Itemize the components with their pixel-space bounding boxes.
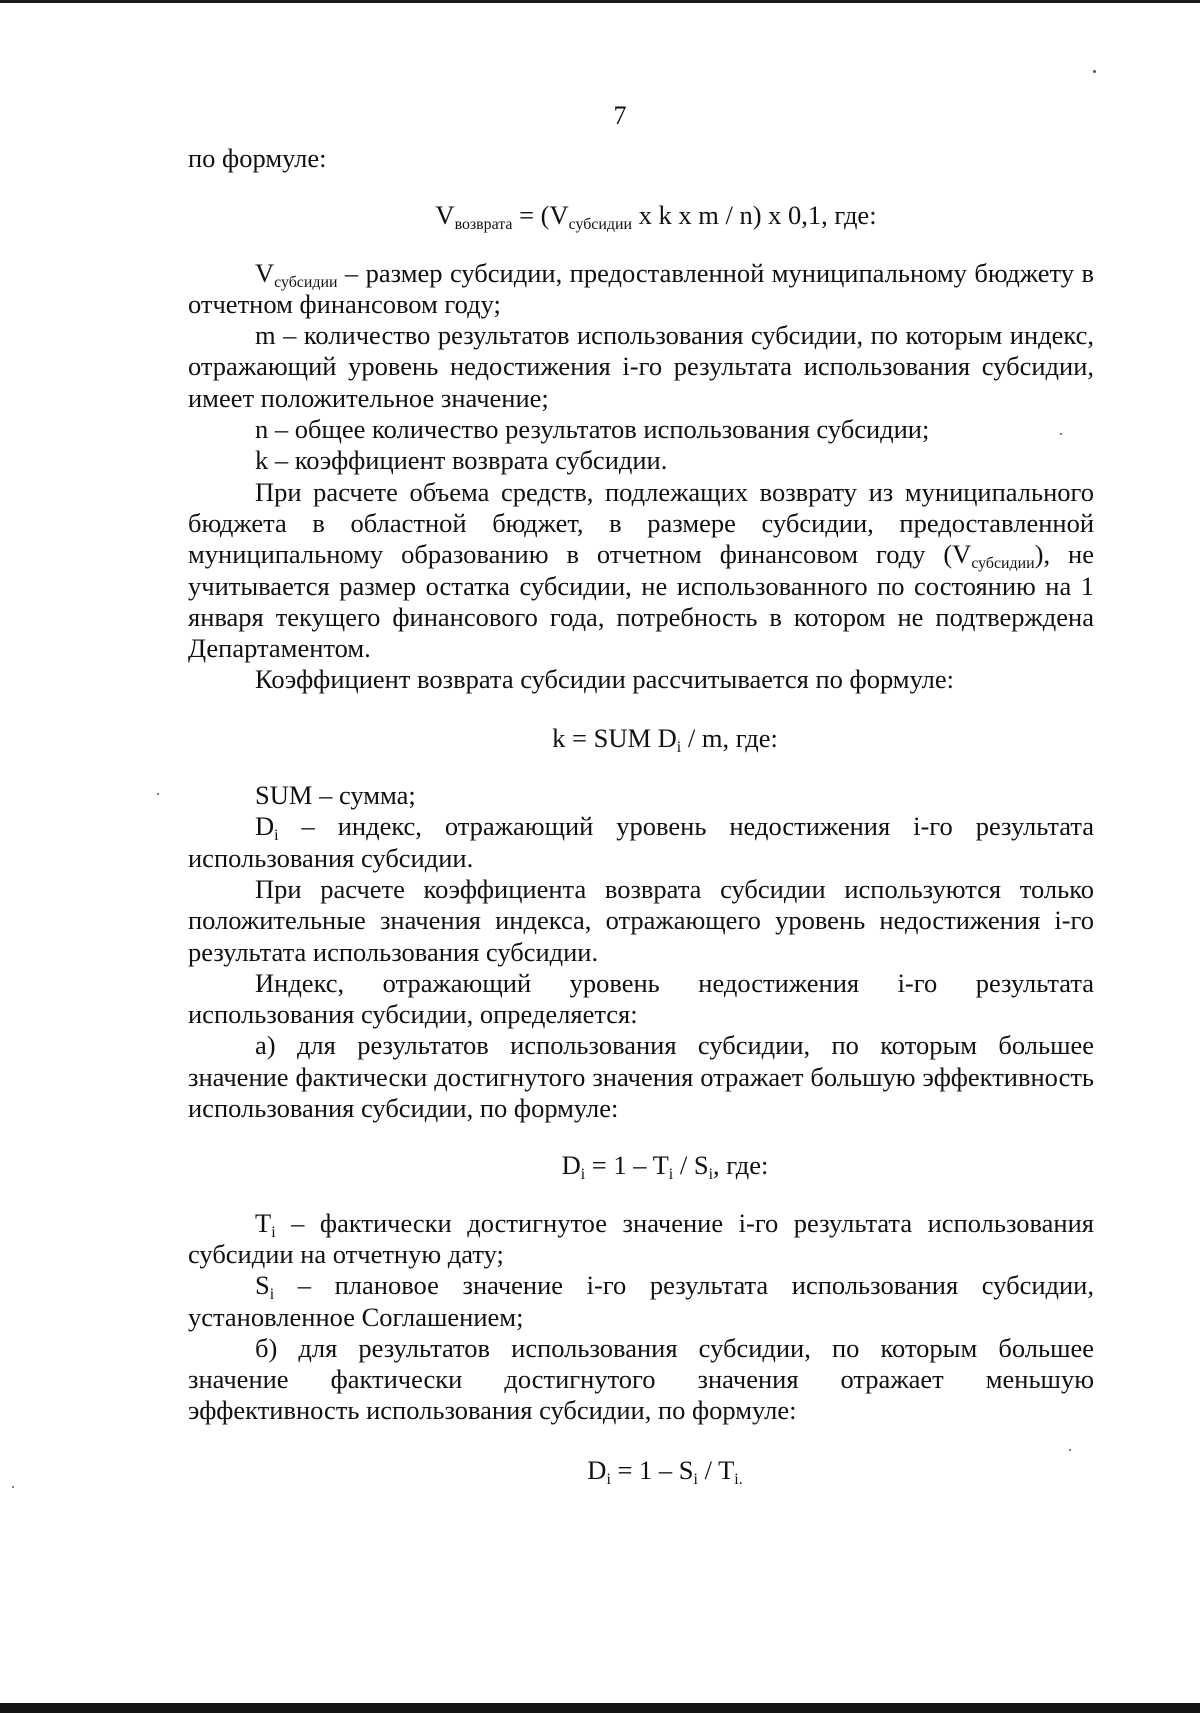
paragraph-calculation <box>188 477 1094 665</box>
formula-di-b <box>188 1455 1094 1486</box>
list-item-b: б) для результатов использования субсидии, по которым большее значение фактически достигнутого значения отражает меньшую эффективность использования субсидии, по формуле: <box>188 1332 1094 1426</box>
formula-v-open: = (V <box>512 200 569 231</box>
scan-speck <box>1093 70 1096 73</box>
formula-a-s-sub: i <box>708 1166 713 1184</box>
list-item-a: а) для результатов использования субсидии, по которым большее значение фактически достигнутого значения отражает большую эффективность использования субсидии, по формуле: <box>188 1030 1094 1124</box>
definition-ti-sub: i <box>271 1223 276 1241</box>
scan-speck <box>12 1486 14 1488</box>
definition-ti-symbol: T <box>255 1207 272 1238</box>
definition-si-symbol: S <box>255 1270 270 1301</box>
formula-di-a <box>188 1150 1094 1184</box>
definition-ti <box>188 1208 1094 1271</box>
definition-di <box>188 811 1094 874</box>
paragraph-positive-values: При расчете коэффициента возврата субсидии используются только положительные значения индекса, отражающего уровень недостижения i-го результата использования субсидии. <box>188 873 1094 967</box>
paragraph-k-formula-intro: Коэффициент возврата субсидии рассчитывается по формуле: <box>255 664 955 695</box>
definition-si-text: – плановое значение i-го результата использования субсидии, установленное Соглашением; <box>188 1270 1094 1332</box>
definition-sum: SUM – сумма; <box>255 780 416 811</box>
formula-k-post: / m, где: <box>681 722 778 753</box>
definition-m: m – количество результатов использования субсидии, по которым индекс, отражающий уровень недостижения i-го результата использования субсидии, имеет положительное значение; <box>188 320 1094 413</box>
definition-ti-text: – фактически достигнутое значение i-го результата использования субсидии на отчетную дату; <box>188 1207 1094 1269</box>
paragraph-calculation-after: ), не учитывается размер остатка субсидии, не использованного по состоянию на 1 января текущего финансового года, потребность в котором не подтверждена Департаментом. <box>188 539 1094 664</box>
formula-return-volume <box>188 200 1094 234</box>
formula-a-mid2: / S <box>673 1150 709 1181</box>
formula-b-mid: = 1 – S <box>610 1454 694 1485</box>
scan-speck <box>1069 1449 1071 1451</box>
paragraph-calculation-before: При расчете объема средств, подлежащих возврату из муниципального бюджета в областной бюджет, в размере субсидии, предоставленной муниципальному образованию в отчетном финансовом году (V <box>188 476 1094 570</box>
scan-speck <box>1060 433 1062 435</box>
formula-a-d-sub: i <box>580 1166 586 1184</box>
formula-v-subsidy-sub: субсидии <box>568 216 632 234</box>
definition-di-symbol: D <box>255 811 275 842</box>
definition-v-sub: субсидии <box>274 273 338 291</box>
paragraph-calculation-sub: субсидии <box>971 555 1035 573</box>
definition-di-sub: i <box>274 827 279 845</box>
intro-line: по формуле: <box>188 143 327 173</box>
formula-a-mid: = 1 – T <box>585 1150 669 1181</box>
definition-si <box>188 1270 1094 1333</box>
definition-si-sub: i <box>269 1285 275 1303</box>
bottom-scan-border <box>0 1703 1200 1713</box>
formula-b-mid2: / T <box>697 1454 735 1485</box>
formula-a-end: , где: <box>713 1150 769 1181</box>
definition-v-text: – размер субсидии, предоставленной муниципальному бюджету в отчетном финансовом году; <box>188 257 1094 319</box>
definition-v-symbol: V <box>255 257 275 288</box>
page-number: 7 <box>613 101 627 130</box>
definition-k: k – коэффициент возврата субсидии. <box>255 445 668 476</box>
scan-speck <box>157 793 159 795</box>
definition-n: n – общее количество результатов использования субсидии; <box>255 414 930 445</box>
definition-di-text: – индекс, отражающий уровень недостижения i-го результата использования субсидии. <box>188 811 1094 873</box>
paragraph-index-defined: Индекс, отражающий уровень недостижения i-го результата использования субсидии, определяется: <box>188 967 1094 1030</box>
formula-k <box>188 723 1094 754</box>
definition-v-subsidy <box>188 258 1094 321</box>
formula-k-sub: i <box>676 738 682 756</box>
top-scan-border <box>0 0 1200 3</box>
formula-v-rest: x k x m / n) x 0,1, где: <box>631 200 877 231</box>
formula-b-d: D <box>587 1454 607 1485</box>
formula-k-pre: k = SUM D <box>552 722 677 753</box>
formula-a-t-sub: i <box>668 1166 674 1184</box>
formula-v-lhs: V <box>435 200 455 231</box>
formula-b-t-sub: i. <box>734 1470 743 1488</box>
formula-a-d: D <box>561 1150 581 1181</box>
document-body <box>188 143 1094 1486</box>
formula-v-lhs-sub: возврата <box>454 216 513 234</box>
formula-b-d-sub: i <box>606 1470 611 1488</box>
formula-b-s-sub: i <box>693 1470 698 1488</box>
